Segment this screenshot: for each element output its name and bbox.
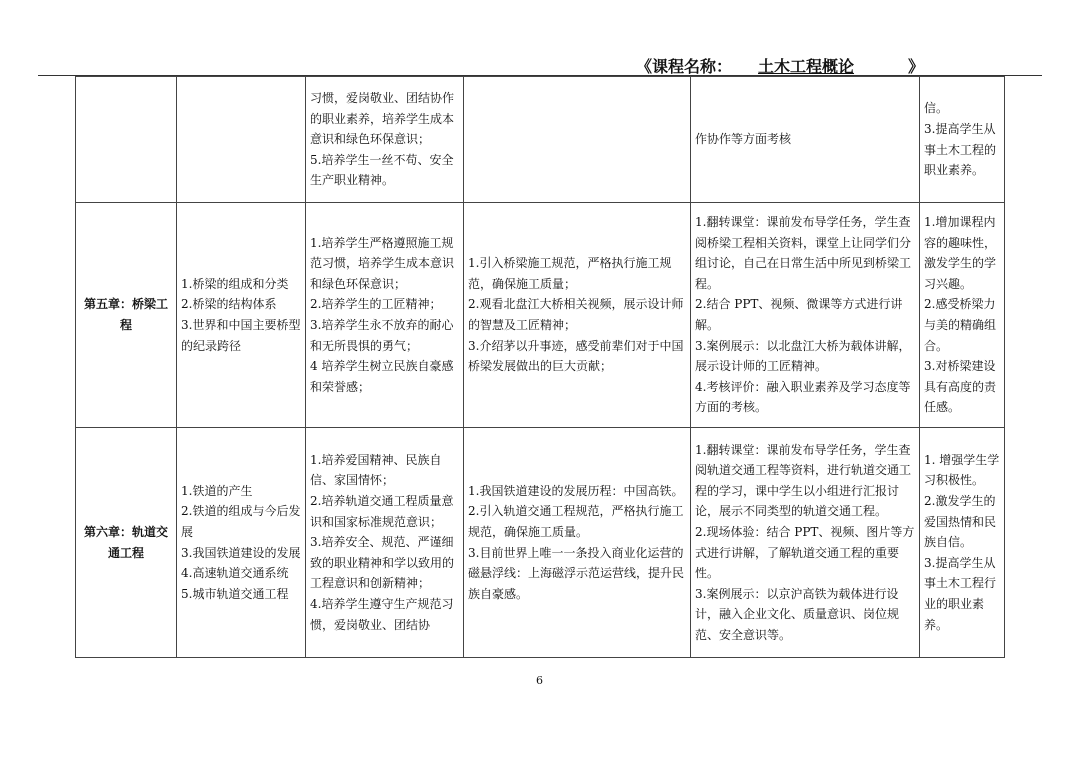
cell-line: 2.现场体验：结合 PPT、视频、图片等方式进行讲解，了解轨道交通工程的重要性。 bbox=[695, 524, 915, 581]
cell-line: 5.培养学生一丝不苟、安全生产职业精神。 bbox=[310, 152, 454, 188]
teaching-content-cell bbox=[177, 77, 306, 203]
cell-line: 4 培养学生树立民族自豪感和荣誉感； bbox=[310, 359, 454, 394]
cell-line: 3.我国铁道建设的发展 bbox=[181, 545, 301, 560]
cell-line: 2.桥梁的结构体系 bbox=[181, 297, 277, 312]
cell-line: 2.引入轨道交通工程规范，严格执行施工规范，确保施工质量。 bbox=[468, 504, 684, 539]
ideological-cases-cell bbox=[464, 203, 691, 428]
cell-line: 3.目前世界上唯一一条投入商业化运营的磁悬浮线：上海磁浮示范运营线，提升民族自豪感。 bbox=[468, 545, 685, 601]
course-header-prefix: 《课程名称： bbox=[636, 57, 733, 76]
cell-line: 2.培养学生的工匠精神； bbox=[310, 297, 442, 312]
cell-line: 2.结合 PPT、视频、微课等方式进行讲解。 bbox=[695, 297, 903, 332]
expected-effects-cell bbox=[920, 203, 1005, 428]
cell-line: 4.培养学生遵守生产规范习惯，爱岗敬业、团结协 bbox=[310, 596, 454, 632]
cell-line: 1.翻转课堂：课前发布导学任务，学生查阅桥梁工程相关资料，课堂上让同学们分组讨论，自己在日常生活中所见到桥梁工程。 bbox=[695, 215, 912, 291]
cell-line: 作协作等方面考核 bbox=[695, 132, 792, 147]
cell-line: 4.考核评价：融入职业素养及学习态度等方面的考核。 bbox=[695, 379, 911, 415]
cell-line: 2.培养轨道交通工程质量意识和国家标准规范意识； bbox=[310, 494, 454, 529]
cell-line: 2.观看北盘江大桥相关视频，展示设计师的智慧及工匠精神； bbox=[468, 297, 684, 332]
cell-line: 3.世界和中国主要桥型的纪录跨径 bbox=[181, 318, 301, 353]
ideological-goals-cell bbox=[306, 203, 464, 428]
cell-line: 1.铁道的产生 bbox=[181, 483, 253, 498]
teaching-content-cell bbox=[177, 203, 306, 428]
table-row bbox=[76, 428, 1005, 658]
cell-line: 3.介绍茅以升事迹，感受前辈们对于中国桥梁发展做出的巨大贡献； bbox=[468, 338, 684, 374]
teaching-methods-cell bbox=[691, 77, 920, 203]
cell-line: 1.我国铁道建设的发展历程：中国高铁。 bbox=[468, 483, 684, 498]
cell-line: 3.案例展示：以北盘江大桥为载体讲解，展示设计师的工匠精神。 bbox=[695, 338, 911, 374]
course-header-suffix: 》 bbox=[908, 57, 925, 76]
table-row bbox=[76, 203, 1005, 428]
cell-line: 1.培养爱国精神、民族自信、家国情怀； bbox=[310, 452, 442, 488]
ideological-goals-cell bbox=[306, 77, 464, 203]
chapter-cell bbox=[76, 77, 177, 203]
cell-line: 1.桥梁的组成和分类 bbox=[181, 276, 289, 291]
teaching-content-cell bbox=[177, 428, 306, 658]
cell-line: 3.培养安全、规范、严谨细致的职业精神和学以致用的工程意识和创新精神； bbox=[310, 535, 455, 591]
cell-line: 1.增加课程内容的趣味性，激发学生的学习兴趣。 bbox=[924, 215, 997, 291]
teaching-methods-cell bbox=[691, 203, 920, 428]
page-number: 6 bbox=[536, 674, 543, 687]
ideological-goals-cell bbox=[306, 428, 464, 658]
cell-line: 5.城市轨道交通工程 bbox=[181, 586, 289, 601]
cell-line: 2.激发学生的爱国热情和民族自信。 bbox=[924, 494, 997, 550]
cell-line: 2.铁道的组成与今后发展 bbox=[181, 504, 301, 539]
cell-line: 4.高速轨道交通系统 bbox=[181, 566, 289, 581]
cell-line: 信。 bbox=[924, 101, 949, 116]
chapter-cell: 第六章：轨道交通工程 bbox=[76, 428, 177, 658]
course-name: 土木工程概论 bbox=[758, 57, 855, 76]
cell-line: 2.感受桥梁力与美的精确组合。 bbox=[924, 297, 997, 353]
table-row bbox=[76, 77, 1005, 203]
cell-line: 1.翻转课堂：课前发布导学任务，学生查阅轨道交通工程等资料，进行轨道交通工程的学习，课中学生以小组进行汇报讨论，展示不同类型的轨道交通工程。 bbox=[695, 442, 912, 519]
cell-line: 3.提高学生从事土木工程行业的职业素养。 bbox=[924, 555, 997, 632]
syllabus-table bbox=[75, 76, 1005, 658]
ideological-cases-cell bbox=[464, 428, 691, 658]
chapter-cell: 第五章：桥梁工程 bbox=[76, 203, 177, 428]
expected-effects-cell bbox=[920, 77, 1005, 203]
cell-line: 习惯，爱岗敬业、团结协作的职业素养，培养学生成本意识和绿色环保意识； bbox=[310, 91, 455, 147]
ideological-cases-cell bbox=[464, 77, 691, 203]
cell-line: 3.对桥梁建设具有高度的责任感。 bbox=[924, 359, 997, 415]
expected-effects-cell bbox=[920, 428, 1005, 658]
cell-line: 3.案例展示：以京沪高铁为载体进行设计，融入企业文化、质量意识、岗位规范、安全意识等。 bbox=[695, 586, 900, 642]
cell-line: 1.培养学生严格遵照施工规范习惯，培养学生成本意识和绿色环保意识； bbox=[310, 235, 455, 291]
cell-line: 3.提高学生从事土木工程的职业素养。 bbox=[924, 121, 997, 178]
course-header bbox=[636, 54, 924, 77]
teaching-methods-cell bbox=[691, 428, 920, 658]
cell-line: 1. 增强学生学习积极性。 bbox=[924, 452, 1000, 488]
cell-line: 1.引入桥梁施工规范，严格执行施工规范，确保施工质量； bbox=[468, 256, 672, 291]
cell-line: 3.培养学生永不放弃的耐心和无所畏惧的勇气； bbox=[310, 318, 454, 353]
